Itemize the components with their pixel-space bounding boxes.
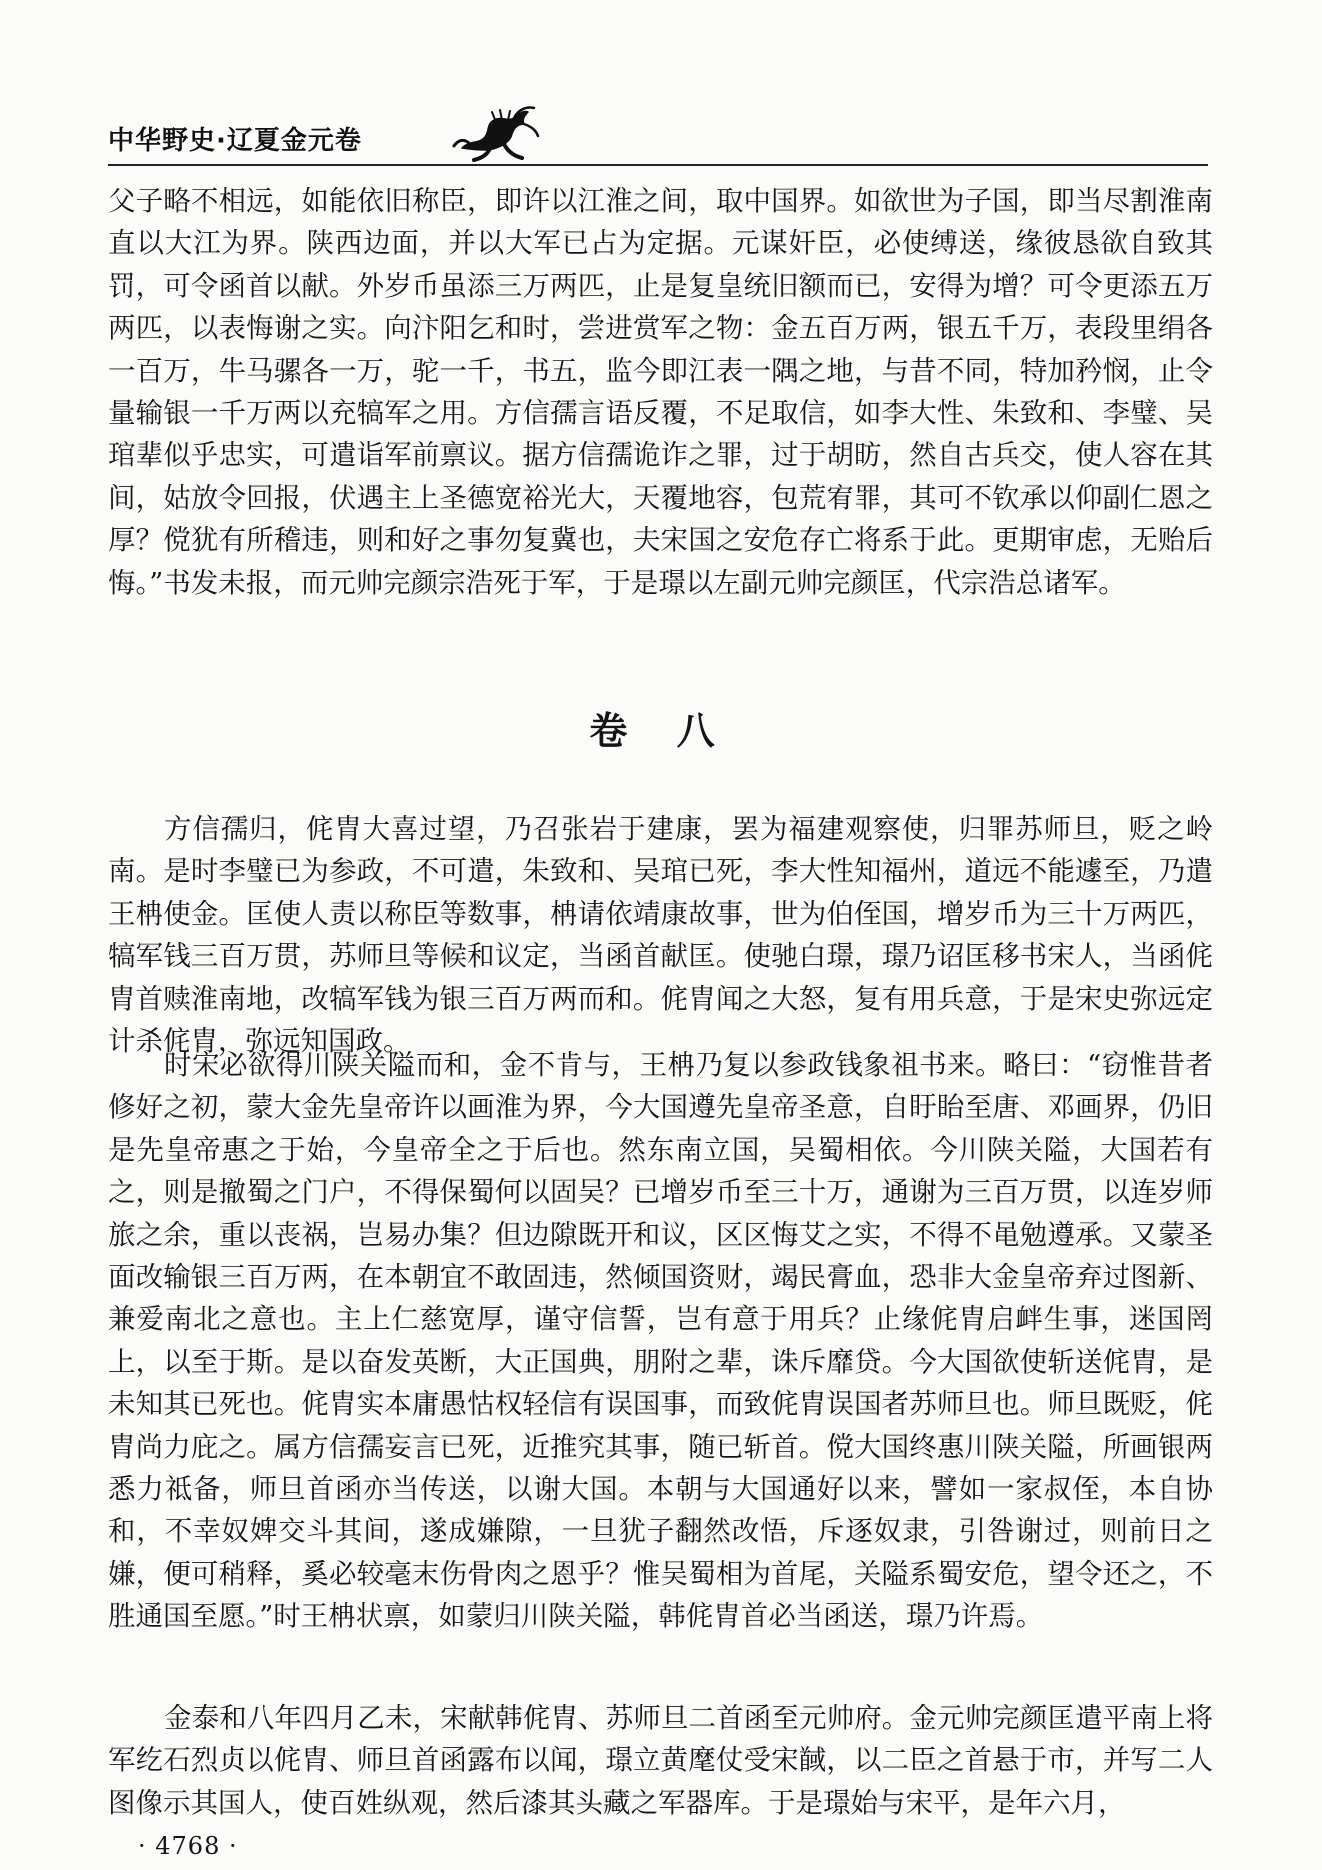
paragraph-3: 金泰和八年四月乙未，宋献韩侂胄、苏师旦二首函至元帅府。金元帅完颜匡遣平南上将军纥石烈贞以侂胄、师旦首函露布以闻，璟立黄麾仗受宋馘，以二臣之首悬于市，并写二人图像示其国人，使百姓纵观，然后漆其头藏之军器库。于是璟始与宋平，是年六月， (108, 1702, 1213, 1819)
paragraph-continuation: 父子略不相远，如能依旧称臣，即许以江淮之间，取中国界。如欲世为子国，即当尽割淮南直以大江为界。陕西边面，并以大军已占为定据。元谋奸臣，必使缚送，缘彼恳欲自致其罚，可令函首以献。外岁币虽添三万两匹，止是复皇统旧额而已，安得为增？可令更添五万两匹，以表悔谢之实。向汴阳乞和时，尝进赏军之物：金五百万两，银五千万，表段里绢各一百万，牛马骡各一万，驼一千，书五，监今即江表一隅之地，与昔不同，特加矜悯，止令量输银一千万两以充犒军之用。方信孺言语反覆，不足取信，如李大性、朱致和、李璧、吴琯辈似乎忠实，可遣诣军前禀议。据方信孺诡诈之罪，过于胡昉，然自古兵交，使人容在其间，姑放令回报，伏遇主上圣德宽裕光大，天覆地容，包荒宥罪，其可不钦承以仰副仁恩之厚？傥犹有所稽违，则和好之事勿复冀也，夫宋国之安危存亡将系于此。更期审虑，无贻后悔。”书发未报，而元帅完颜宗浩死于军，于是璟以左副元帅完颜匡，代宗浩总诸军。 (108, 185, 1213, 599)
paragraph-2: 时宋必欲得川陕关隘而和，金不肯与，王柟乃复以参政钱象祖书来。略曰：“窃惟昔者修好之初，蒙大金先皇帝许以画淮为界，今大国遵先皇帝圣意，自盱眙至唐、邓画界，仍旧是先皇帝惠之于始，今皇帝全之于后也。然东南立国，吴蜀相依。今川陕关隘，大国若有之，则是撤蜀之门户，不得保蜀何以固吴？已增岁币至三十万，通谢为三百万贯，以连岁师旅之余，重以丧祸，岂易办集？但边隙既开和议，区区悔艾之实，不得不黾勉遵承。又蒙圣面改输银三百万两，在本朝宜不敢固违，然倾国资财，竭民膏血，恐非大金皇帝弃过图新、兼爱南北之意也。主上仁慈宽厚，谨守信誓，岂有意于用兵？止缘侂胄启衅生事，迷国罔上，以至于斯。是以奋发英断，大正国典，朋附之辈，诛斥靡贷。今大国欲使斩送侂胄，是未知其已死也。侂胄实本庸愚怙权轻信有误国事，而致侂胄误国者苏师旦也。师旦既贬，侂胄尚力庇之。属方信孺妄言已死，近推究其事，随已斩首。傥大国终惠川陕关隘，所画银两悉力祗备，师旦首函亦当传送，以谢大国。本朝与大国通好以来，譬如一家叔侄，本自协和，不幸奴婢交斗其间，遂成嫌隙，一旦犹子翻然改悟，斥逐奴隶，引咎谢过，则前日之嫌，便可稍释，奚必较毫末伤骨肉之恩乎？惟吴蜀相为首尾，关隘系蜀安危，望令还之，不胜通国至愿。”时王柟状禀，如蒙归川陕关隘，韩侂胄首必当函送，璟乃许焉。 (108, 1049, 1213, 1633)
book-title: 中华野史·辽夏金元卷 (108, 126, 362, 156)
chapter-title: 卷 八 (589, 709, 733, 753)
page-number: · 4768 · (138, 1832, 238, 1860)
dragon-icon (452, 104, 542, 166)
running-header (108, 112, 1208, 172)
header-rule (108, 164, 1208, 166)
paragraph-1: 方信孺归，侂胄大喜过望，乃召张岩于建康，罢为福建观察使，归罪苏师旦，贬之岭南。是时李璧已为参政，不可遣，朱致和、吴琯已死，李大性知福州，道远不能遽至，乃遣王柟使金。匡使人责以称臣等数事，柟请依靖康故事，世为伯侄国，增岁币为三十万两匹，犒军钱三百万贯，苏师旦等候和议定，当函首献匡。使驰白璟，璟乃诏匡移书宋人，当函侂胄首赎淮南地，改犒军钱为银三百万两而和。侂胄闻之大怒，复有用兵意，于是宋史弥远定计杀侂胄，弥远知国政。 (108, 813, 1213, 1058)
